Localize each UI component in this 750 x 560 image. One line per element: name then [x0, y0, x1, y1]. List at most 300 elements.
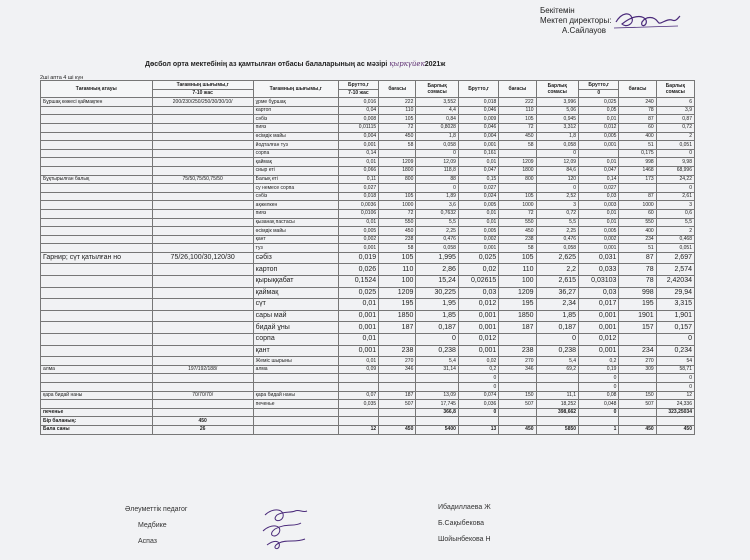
cell-gross-1: 0,001 — [338, 345, 378, 357]
cell-price-3: 1468 — [619, 166, 656, 175]
cell-dish-name — [41, 158, 153, 167]
cell-sum-3: 29,94 — [656, 287, 694, 299]
cell-sum-3: 2,697 — [656, 252, 694, 264]
cell-gross-1 — [338, 408, 378, 417]
table-row — [41, 115, 695, 124]
cell-price-1 — [379, 417, 416, 426]
cell-gross-1: 0,004 — [338, 132, 378, 141]
cell-sum-1: 366,8 — [416, 408, 459, 417]
cell-price-1: 195 — [379, 299, 416, 311]
cell-sum-2: 3,312 — [536, 123, 579, 132]
cell-gross-1: 0,002 — [338, 235, 378, 244]
table-row — [41, 357, 695, 366]
cell-sum-3: 3,9 — [656, 106, 694, 115]
cell-price-1: 1209 — [379, 287, 416, 299]
cell-sum-1 — [416, 383, 459, 392]
cell-price-2: 346 — [499, 365, 536, 374]
cell-product-name — [253, 374, 338, 383]
table-row — [41, 218, 695, 227]
cell-dish-name — [41, 141, 153, 150]
cell-gross-2: 0,001 — [458, 244, 498, 253]
cell-product-name: йодталған туз — [253, 141, 338, 150]
table-row — [41, 209, 695, 218]
cell-gross-2: 0 — [458, 383, 498, 392]
cell-dish-name: печенье — [41, 408, 153, 417]
cell-sum-3: 9,98 — [656, 158, 694, 167]
cell-gross-2: 0,01 — [458, 158, 498, 167]
cell-gross-3: 0,001 — [579, 345, 619, 357]
cell-product-name: Жеміс шырыны — [253, 357, 338, 366]
cell-price-1: 507 — [379, 400, 416, 409]
cell-price-2: 238 — [499, 235, 536, 244]
cell-price-3: 0,175 — [619, 149, 656, 158]
title-handwritten-month: қыркүйек — [389, 60, 425, 68]
cell-price-3: 1901 — [619, 310, 656, 322]
table-row — [41, 98, 695, 107]
cell-dish-name — [41, 218, 153, 227]
cell-gross-3: 0,002 — [579, 235, 619, 244]
cell-price-3: 87 — [619, 115, 656, 124]
cell-price-2 — [499, 417, 536, 426]
cell-gross-2: 0,02615 — [458, 276, 498, 288]
header-sum-3: Барлық сомасы — [656, 81, 694, 98]
cell-price-3: 270 — [619, 357, 656, 366]
table-row — [41, 184, 695, 193]
cell-sum-1: 88 — [416, 175, 459, 184]
cell-price-2: 110 — [499, 264, 536, 276]
cell-gross-2: 0,02 — [458, 264, 498, 276]
cell-product-name — [253, 383, 338, 392]
cell-price-3: 240 — [619, 98, 656, 107]
header-name: Тағамның атауы — [41, 81, 153, 98]
cell-gross-1: 0,01 — [338, 334, 378, 346]
cell-gross-2: 0,001 — [458, 322, 498, 334]
table-row — [41, 264, 695, 276]
cell-sum-3: 5,5 — [656, 218, 694, 227]
cell-sum-2 — [536, 417, 579, 426]
cell-price-1: 222 — [379, 98, 416, 107]
cell-sum-1: 15,24 — [416, 276, 459, 288]
cell-gross-3: 0,001 — [579, 310, 619, 322]
cell-gross-3: 0,001 — [579, 322, 619, 334]
table-row — [41, 235, 695, 244]
header-gross-1: Брутто,г — [338, 81, 378, 90]
cell-gross-1 — [338, 417, 378, 426]
cell-dish-yield — [152, 244, 253, 253]
cell-price-1: 450 — [379, 227, 416, 236]
cell-dish-name — [41, 166, 153, 175]
cell-dish-name: Бір баланың: — [41, 417, 153, 426]
cell-gross-3: 0,01 — [579, 209, 619, 218]
header-product: Тағамның шығымы,г — [253, 81, 338, 98]
cell-sum-2: 2,625 — [536, 252, 579, 264]
cell-sum-3: 68,996 — [656, 166, 694, 175]
cell-dish-yield — [152, 299, 253, 311]
cell-price-3: 150 — [619, 391, 656, 400]
footer-role-social-pedagogue: Әлеуметтік педагог — [125, 506, 188, 513]
cell-product-name: өсімдік майы — [253, 132, 338, 141]
cell-gross-1: 0,026 — [338, 264, 378, 276]
table-row — [41, 365, 695, 374]
cell-gross-2: 0,15 — [458, 175, 498, 184]
cell-sum-3: 2,42034 — [656, 276, 694, 288]
table-row — [41, 201, 695, 210]
cell-gross-2 — [458, 417, 498, 426]
cell-dish-name — [41, 235, 153, 244]
cell-gross-1: 0,016 — [338, 98, 378, 107]
table-row — [41, 192, 695, 201]
table-row — [41, 252, 695, 264]
cell-product-name: ақжелкен — [253, 201, 338, 210]
cell-price-2: 105 — [499, 252, 536, 264]
cell-gross-3 — [579, 417, 619, 426]
cell-sum-3: 3 — [656, 201, 694, 210]
title-main: Дөсбол орта мектебінің аз қамтылған отбасы балаларының ас мәзірі — [145, 61, 388, 68]
cell-sum-2: 0,058 — [536, 141, 579, 150]
cell-price-1: 450 — [379, 425, 416, 434]
cell-price-2: 58 — [499, 244, 536, 253]
cell-gross-3: 0,001 — [579, 141, 619, 150]
cell-sum-1: 5400 — [416, 425, 459, 434]
cell-gross-2: 0,001 — [458, 310, 498, 322]
cell-product-name: алма — [253, 365, 338, 374]
cell-sum-2: 2,2 — [536, 264, 579, 276]
cell-gross-1: 0,008 — [338, 115, 378, 124]
cell-product-name: сорпа — [253, 149, 338, 158]
cell-price-1: 238 — [379, 235, 416, 244]
cell-price-3: 87 — [619, 252, 656, 264]
cell-dish-yield — [152, 383, 253, 392]
cell-dish-yield — [152, 209, 253, 218]
cell-gross-3: 0,001 — [579, 244, 619, 253]
cell-gross-2: 0,009 — [458, 115, 498, 124]
table-row — [41, 106, 695, 115]
cell-dish-yield — [152, 132, 253, 141]
cell-price-1: 1209 — [379, 158, 416, 167]
cell-dish-yield — [152, 201, 253, 210]
cell-product-name: картоп — [253, 106, 338, 115]
header-sum-1: Барлық сомасы — [416, 81, 459, 98]
cell-gross-1: 0,066 — [338, 166, 378, 175]
cell-product-name: картоп — [253, 264, 338, 276]
cell-price-3: 400 — [619, 132, 656, 141]
cell-dish-name — [41, 334, 153, 346]
cell-product-name — [253, 417, 338, 426]
cell-dish-name — [41, 209, 153, 218]
approval-line-1: Бекітемін — [540, 6, 575, 15]
cell-price-2: 105 — [499, 192, 536, 201]
table-row — [41, 383, 695, 392]
cell-gross-3: 0,08 — [579, 391, 619, 400]
cell-price-2: 72 — [499, 209, 536, 218]
cell-price-1: 187 — [379, 391, 416, 400]
cell-price-1: 105 — [379, 192, 416, 201]
cell-sum-1: 13,09 — [416, 391, 459, 400]
cell-dish-yield — [152, 276, 253, 288]
cell-dish-yield — [152, 115, 253, 124]
cell-dish-name — [41, 184, 153, 193]
header-price-3: бағасы — [619, 81, 656, 98]
cell-gross-3: 0,005 — [579, 132, 619, 141]
cell-dish-yield — [152, 310, 253, 322]
cell-dish-yield — [152, 106, 253, 115]
cell-dish-yield — [152, 322, 253, 334]
cell-gross-3: 0,033 — [579, 264, 619, 276]
cell-gross-1: 0,01 — [338, 158, 378, 167]
cell-price-1: 58 — [379, 244, 416, 253]
cell-gross-1: 0,001 — [338, 322, 378, 334]
cell-price-2: 58 — [499, 141, 536, 150]
cell-gross-3: 0,19 — [579, 365, 619, 374]
cell-sum-3: 0,234 — [656, 345, 694, 357]
cell-product-name: қырыққабат — [253, 276, 338, 288]
cell-sum-1: 17,745 — [416, 400, 459, 409]
cell-price-1: 1000 — [379, 201, 416, 210]
cell-gross-3: 0,017 — [579, 299, 619, 311]
cell-sum-2: 2,34 — [536, 299, 579, 311]
cell-sum-2: 69,2 — [536, 365, 579, 374]
cell-gross-2: 0,002 — [458, 235, 498, 244]
cell-gross-3: 0 — [579, 383, 619, 392]
title-year: 2021ж — [424, 61, 446, 68]
cell-dish-name — [41, 149, 153, 158]
cell-sum-2: 0,187 — [536, 322, 579, 334]
cell-product-name: сәбіз — [253, 115, 338, 124]
week-day-label: 2ші апта 4 ші күн — [40, 75, 84, 81]
cell-product-name: қара бидай наны — [253, 391, 338, 400]
cell-gross-1: 12 — [338, 425, 378, 434]
cell-sum-3: 24,22 — [656, 175, 694, 184]
cell-gross-1: 0,01 — [338, 299, 378, 311]
cell-price-1 — [379, 374, 416, 383]
cell-price-3: 60 — [619, 123, 656, 132]
header-yield-age: 7-10 жас — [152, 89, 253, 98]
footer-role-cook: Аспаз — [138, 538, 157, 545]
cell-sum-2: 120 — [536, 175, 579, 184]
cell-gross-3: 0,025 — [579, 98, 619, 107]
table-row — [41, 227, 695, 236]
cell-price-1: 550 — [379, 218, 416, 227]
cell-price-2: 72 — [499, 123, 536, 132]
cell-price-1 — [379, 383, 416, 392]
header-price-2: бағасы — [499, 81, 536, 98]
cell-sum-2: 2,615 — [536, 276, 579, 288]
cell-sum-1: 5,4 — [416, 357, 459, 366]
cell-price-3: 998 — [619, 158, 656, 167]
cell-sum-3: 0,157 — [656, 322, 694, 334]
cell-sum-3: 2,61 — [656, 192, 694, 201]
cell-gross-3: 0,005 — [579, 227, 619, 236]
cell-gross-1: 0,0106 — [338, 209, 378, 218]
cell-price-1: 105 — [379, 115, 416, 124]
cell-sum-1: 118,8 — [416, 166, 459, 175]
cell-sum-1: 0,238 — [416, 345, 459, 357]
cell-dish-yield — [152, 287, 253, 299]
cell-gross-2: 0,01 — [458, 209, 498, 218]
cell-dish-yield — [152, 158, 253, 167]
table-row — [41, 244, 695, 253]
cell-price-2 — [499, 374, 536, 383]
cell-product-name — [253, 408, 338, 417]
cell-sum-2: 1,8 — [536, 132, 579, 141]
cell-price-2: 187 — [499, 322, 536, 334]
cell-sum-1: 1,89 — [416, 192, 459, 201]
cell-product-name: сәбіз — [253, 192, 338, 201]
cell-price-1: 1800 — [379, 166, 416, 175]
table-row — [41, 166, 695, 175]
cell-gross-2: 0 — [458, 408, 498, 417]
cell-sum-3: 2 — [656, 227, 694, 236]
cell-price-1: 100 — [379, 276, 416, 288]
cell-gross-1: 0,01 — [338, 357, 378, 366]
cell-gross-2: 0,01 — [458, 218, 498, 227]
cell-gross-2: 0,074 — [458, 391, 498, 400]
cell-gross-1: 0,07 — [338, 391, 378, 400]
cell-price-3: 157 — [619, 322, 656, 334]
cell-gross-1: 0,019 — [338, 252, 378, 264]
cell-sum-2: 11,1 — [536, 391, 579, 400]
cell-dish-yield — [152, 123, 253, 132]
header-gross-3-sub: 0 — [579, 89, 619, 98]
cell-gross-1: 0,001 — [338, 244, 378, 253]
cell-product-name: қант — [253, 235, 338, 244]
cell-gross-3: 0,003 — [579, 201, 619, 210]
cell-sum-2: 0 — [536, 334, 579, 346]
table-row — [41, 299, 695, 311]
cell-gross-1: 0,001 — [338, 310, 378, 322]
cell-sum-3: 0 — [656, 383, 694, 392]
cell-sum-2: 3,996 — [536, 98, 579, 107]
cell-price-2 — [499, 408, 536, 417]
table-row — [41, 276, 695, 288]
cell-gross-3: 1 — [579, 425, 619, 434]
cell-sum-1 — [416, 374, 459, 383]
cell-dish-yield — [152, 227, 253, 236]
cell-dish-name — [41, 244, 153, 253]
cell-dish-name: қара бидай наны — [41, 391, 153, 400]
cell-sum-3: 0,051 — [656, 244, 694, 253]
cell-gross-2: 0,024 — [458, 192, 498, 201]
table-row — [41, 310, 695, 322]
cell-gross-3: 0,03 — [579, 192, 619, 201]
cell-product-name: печенье — [253, 400, 338, 409]
cell-sum-2: 5850 — [536, 425, 579, 434]
cell-sum-3: 6 — [656, 98, 694, 107]
cell-gross-1 — [338, 383, 378, 392]
cell-product-name: пияз — [253, 123, 338, 132]
cell-price-2: 150 — [499, 391, 536, 400]
cell-price-1: 58 — [379, 141, 416, 150]
cell-price-2: 550 — [499, 218, 536, 227]
cell-sum-1: 0,058 — [416, 244, 459, 253]
cell-dish-name: Бұршақ көжесі қаймақпен — [41, 98, 153, 107]
cell-dish-name — [41, 310, 153, 322]
cell-sum-2: 36,27 — [536, 287, 579, 299]
cell-gross-3: 0,01 — [579, 158, 619, 167]
cell-sum-1: 0,8028 — [416, 123, 459, 132]
cell-gross-3: 0,14 — [579, 175, 619, 184]
cell-sum-3: 450 — [656, 425, 694, 434]
cell-price-2: 1850 — [499, 310, 536, 322]
cell-gross-2: 0,047 — [458, 166, 498, 175]
cell-product-name: қант — [253, 345, 338, 357]
header-gross-3: Брутто,г — [579, 81, 619, 90]
cell-price-3 — [619, 374, 656, 383]
cell-price-3: 550 — [619, 218, 656, 227]
cell-product-name: Балық еті — [253, 175, 338, 184]
cell-dish-name — [41, 287, 153, 299]
cell-gross-2: 0,046 — [458, 123, 498, 132]
cell-price-1 — [379, 149, 416, 158]
cell-dish-name — [41, 299, 153, 311]
cell-sum-2: 5,5 — [536, 218, 579, 227]
cell-sum-2: 0,476 — [536, 235, 579, 244]
cell-gross-3 — [579, 149, 619, 158]
cell-product-name: сүт — [253, 299, 338, 311]
cell-sum-1: 5,5 — [416, 218, 459, 227]
cell-gross-3: 0,047 — [579, 166, 619, 175]
cell-price-3: 51 — [619, 141, 656, 150]
cell-sum-2: 0,238 — [536, 345, 579, 357]
cell-gross-2: 0,2 — [458, 365, 498, 374]
cell-sum-3 — [656, 417, 694, 426]
cell-gross-3: 0 — [579, 408, 619, 417]
cell-price-3: 87 — [619, 192, 656, 201]
table-row — [41, 175, 695, 184]
cell-price-3: 234 — [619, 345, 656, 357]
cell-product-name: пияз — [253, 209, 338, 218]
cell-sum-2: 84,6 — [536, 166, 579, 175]
cell-sum-2 — [536, 374, 579, 383]
cell-product-name: қаймақ — [253, 287, 338, 299]
table-row — [41, 374, 695, 383]
cell-sum-2: 0,945 — [536, 115, 579, 124]
cell-product-name — [253, 425, 338, 434]
cell-gross-1 — [338, 374, 378, 383]
cell-dish-name — [41, 192, 153, 201]
cell-gross-2: 0,046 — [458, 106, 498, 115]
cell-dish-yield — [152, 235, 253, 244]
cell-sum-3: 54 — [656, 357, 694, 366]
cell-sum-1: 0 — [416, 184, 459, 193]
cell-sum-3: 0,051 — [656, 141, 694, 150]
cell-sum-1: 0,476 — [416, 235, 459, 244]
cell-sum-1: 0 — [416, 149, 459, 158]
cell-gross-2: 13 — [458, 425, 498, 434]
cell-gross-3: 0 — [579, 374, 619, 383]
cell-gross-2: 0 — [458, 374, 498, 383]
cell-price-3: 998 — [619, 287, 656, 299]
table-row — [41, 345, 695, 357]
cell-product-name: қызанақ пастасы — [253, 218, 338, 227]
cell-gross-3: 0,2 — [579, 357, 619, 366]
cell-price-2: 1209 — [499, 158, 536, 167]
cell-gross-2: 0,025 — [458, 252, 498, 264]
cell-price-2: 800 — [499, 175, 536, 184]
cell-sum-1: 4,4 — [416, 106, 459, 115]
cell-gross-3: 0,048 — [579, 400, 619, 409]
cell-dish-yield — [152, 357, 253, 366]
cell-gross-1: 0,018 — [338, 192, 378, 201]
cell-dish-name — [41, 106, 153, 115]
cell-price-2: 100 — [499, 276, 536, 288]
cell-gross-3: 0,03 — [579, 287, 619, 299]
table-row — [41, 123, 695, 132]
cell-gross-2: 0,03 — [458, 287, 498, 299]
cell-gross-3: 0,012 — [579, 334, 619, 346]
table-row — [41, 417, 695, 426]
footer-role-nurse: Медбике — [138, 522, 167, 529]
